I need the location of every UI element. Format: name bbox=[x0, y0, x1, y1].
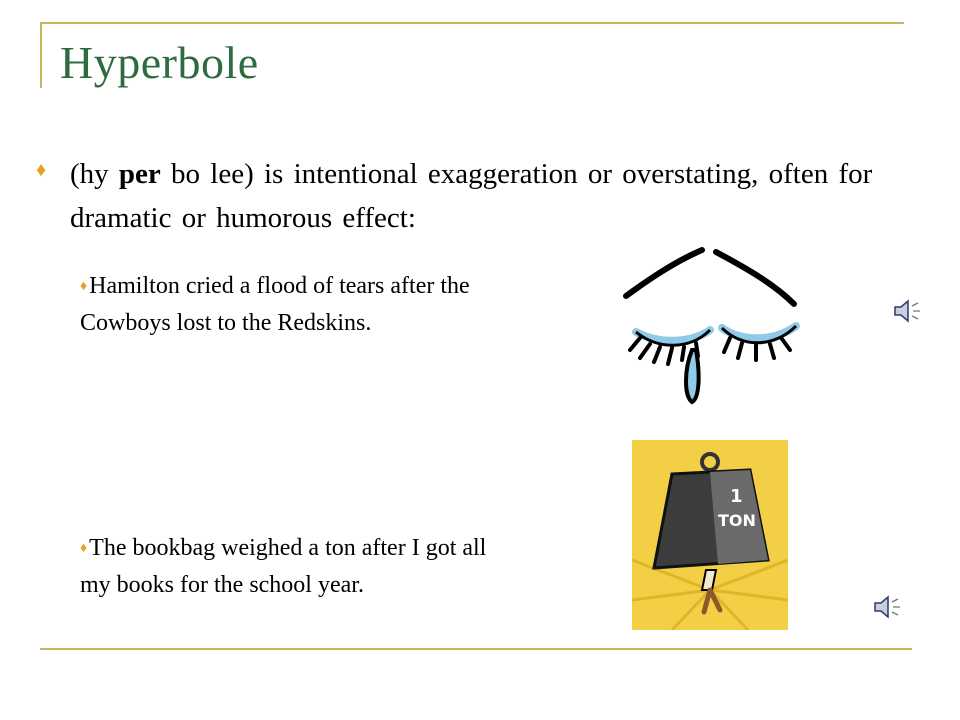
definition-post: bo lee) is intentional exaggeration or overstating, often for dramatic or humorous effect: bbox=[70, 158, 873, 234]
diamond-bullet-icon: ♦ bbox=[80, 541, 88, 556]
definition-stressed-syllable: per bbox=[118, 158, 161, 190]
weight-label-unit: TON bbox=[718, 511, 756, 530]
diamond-bullet-icon: ♦ bbox=[36, 159, 47, 181]
weight-label-number: 1 bbox=[730, 486, 743, 507]
one-ton-weight-image bbox=[632, 440, 788, 630]
definition-text bbox=[70, 152, 876, 240]
frame-line-bottom bbox=[40, 648, 912, 650]
slide-title: Hyperbole bbox=[60, 37, 259, 88]
example-item-tears bbox=[80, 268, 520, 341]
example-text: The bookbag weighed a ton after I got all my books for the school year. bbox=[80, 535, 487, 598]
diamond-bullet-icon: ♦ bbox=[80, 279, 88, 294]
sound-speaker-icon[interactable] bbox=[872, 592, 902, 622]
example-item-bookbag bbox=[80, 530, 520, 603]
definition-pre: (hy bbox=[70, 158, 119, 190]
frame-line-top bbox=[40, 22, 904, 24]
crying-eyes-image bbox=[618, 240, 808, 410]
frame-line-left bbox=[40, 22, 42, 88]
definition-bullet bbox=[36, 152, 876, 240]
example-text: Hamilton cried a flood of tears after the Cowboys lost to the Redskins. bbox=[80, 273, 470, 336]
sound-speaker-icon[interactable] bbox=[892, 296, 922, 326]
